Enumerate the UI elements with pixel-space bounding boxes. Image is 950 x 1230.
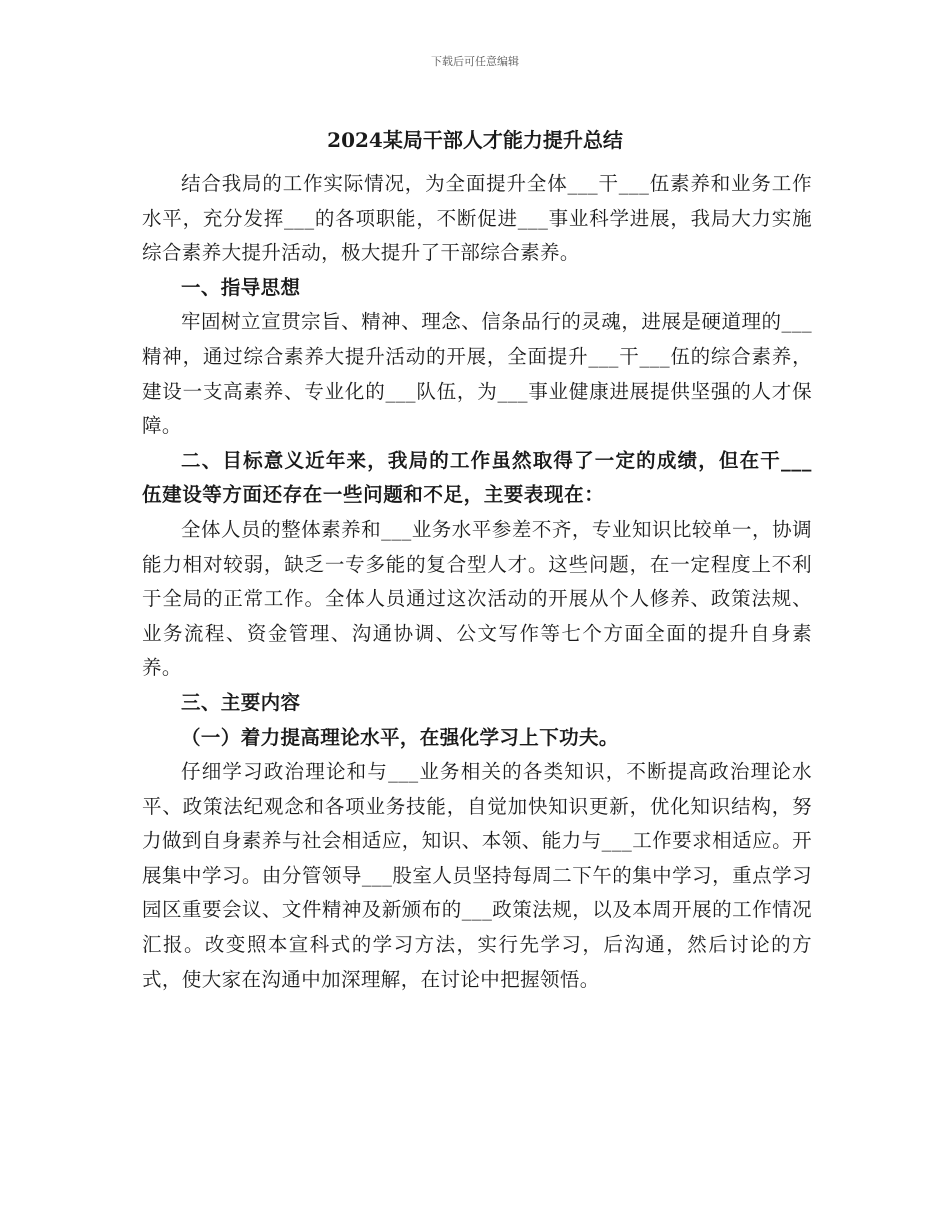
page-header-note: 下载后可任意编辑 — [431, 55, 519, 68]
section-heading-guiding-thought: 一、指导思想 — [181, 275, 301, 299]
section-heading-main-content: 三、主要内容 — [181, 690, 301, 714]
document-title: 2024某局干部人才能力提升总结 — [327, 128, 623, 152]
paragraph-goals: 全体人员的整体素养和___业务水平参差不齐，专业知识比较单一，协调能力相对较弱，缺乏一专多能的复合型人才。这些问题，在一定程度上不利于全局的正常工作。全体人员通过这次活动的开展从个人修养、政策法规、业务流程、资金管理、沟通协调、公文写作等七个方面全面的提升自身素养。 — [142, 517, 812, 680]
subsection-heading-theory: （一）着力提高理论水平，在强化学习上下功夫。 — [181, 725, 619, 749]
paragraph-guiding-thought: 牢固树立宣贯宗旨、精神、理念、信条品行的灵魂，进展是硬道理的___精神，通过综合素养大提升活动的开展，全面提升___干___伍的综合素养，建设一支高素养、专业化的___队伍，为___事业健康进展提供坚强的人才保障。 — [142, 310, 812, 438]
document-body — [142, 167, 812, 997]
paragraph-theory: 仔细学习政治理论和与___业务相关的各类知识，不断提高政治理论水平、政策法纪观念和各项业务技能，自觉加快知识更新，优化知识结构，努力做到自身素养与社会相适应，知识、本领、能力与___工作要求相适应。开展集中学习。由分管领导___股室人员坚持每周二下午的集中学习，重点学习园区重要会议、文件精神及新颁布的___政策法规，以及本周开展的工作情况汇报。改变照本宣科式的学习方法，实行先学习，后沟通，然后讨论的方式，使大家在沟通中加深理解，在讨论中把握领悟。 — [142, 760, 812, 991]
paragraph-intro: 结合我局的工作实际情况，为全面提升全体___干___伍素养和业务工作水平，充分发挥___的各项职能，不断促进___事业科学进展，我局大力实施综合素养大提升活动，极大提升了干部综合素养。 — [142, 172, 812, 265]
section-heading-goals: 二、目标意义近年来，我局的工作虽然取得了一定的成绩，但在干___伍建设等方面还存在一些问题和不足，主要表现在： — [142, 448, 812, 507]
